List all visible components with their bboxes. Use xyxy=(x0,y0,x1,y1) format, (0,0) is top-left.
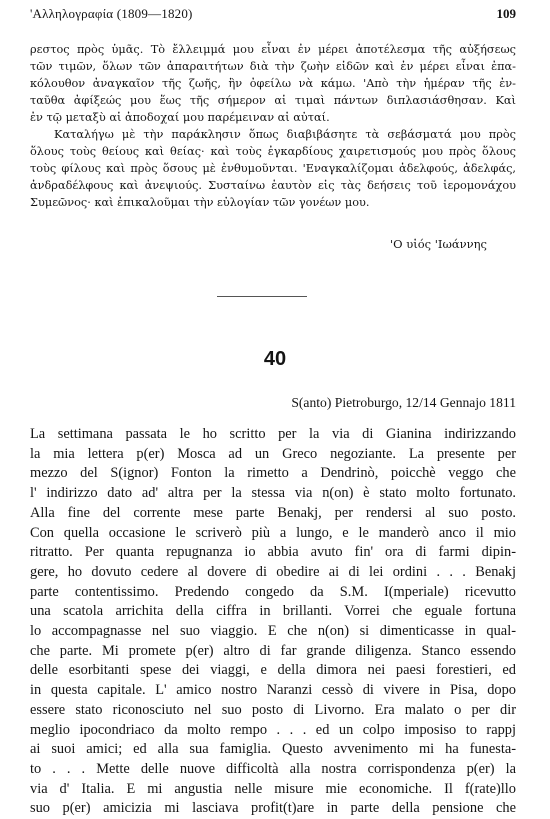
text-line: Alla fine del corrente mese parte Benakj, per rendersi al suo posto. xyxy=(30,504,516,521)
letter-number: 40 xyxy=(263,348,287,370)
text-line: ρεστος πρὸς ὑμᾶς. Τὸ ἔλλειμμά μου εἶναι ἐν μέρει ἀποτέλεσμα τῆς αὐξήσεως xyxy=(30,43,516,56)
text-line: to . . . Mette delle nuove difficoltà alla nostra corrispondenza p(er) la xyxy=(30,760,516,777)
text-line: l' indirizzo dato ad' altra per la stessa via n(on) è stato molto fortunato. xyxy=(30,485,516,502)
text-line: mezzo del S(ignor) Fonton la rimetto a Dendrinò, poicchè veggo che xyxy=(30,465,516,482)
text-line: una scatola arrichita della ciffra in brillanti. Vorrei che eguale fortuna xyxy=(30,603,516,620)
signature: 'Ο υἱός 'Ιωάννης xyxy=(390,237,487,251)
text-line: ἐν τῷ μεταξὺ αἱ ἀποδοχαί μου παρέμειναν αἱ αὐταί. xyxy=(30,111,330,124)
text-line: parte contentissimo. Predendo congedo da S.M. I(mperiale) ricevutto xyxy=(30,583,516,600)
text-line: Con quella occasione le scriverò più a lungo, e le manderò anco il mio xyxy=(30,524,516,541)
text-line: τοὺς φίλους καὶ πρὸς ὅσους μὲ ἐνθυμοῦνται. 'Εναγκαλίζομαι ἀδελφούς, ἀδελφάς, xyxy=(30,162,516,175)
text-line: La settimana passata le ho scritto per la via di Gianina indirizzando xyxy=(30,426,516,442)
running-title: 'Αλληλογραφία (1809—1820) xyxy=(30,6,193,21)
text-line: ἀνδραδέλφους καὶ ἀνεψιούς. Συσταίνω ἑαυτὸν εἰς τὰς δεήσεις τοῦ ἱερομονάχου xyxy=(30,179,516,192)
text-line: Καταλήγω μὲ τὴν παράκλησιν ὅπως διαβιβάσητε τὰ σεβάσματά μου πρὸς xyxy=(54,128,516,141)
text-line: κόλουθον ἀναγκαῖον τῆς ζωῆς, ἣν ὀφείλω νὰ κάμω. 'Απὸ τὴν ἡμέραν τῆς ἐν- xyxy=(30,77,516,90)
text-line: meglio ipocondriaco da molto rempo . . . ed un colpo imposiso to rappj xyxy=(30,721,516,738)
text-line: essere stato riconosciuto nel suo posto di Livorno. Era malato o per dir xyxy=(30,701,516,718)
text-line: che parte. Mi promete p(er) altro di far grande diligenza. Stanco essendo xyxy=(30,642,516,659)
text-line: in questa capitale. L' amico nostro Naranzi cessò di vivere in Pisa, dopo xyxy=(30,682,516,699)
text-line: ritratto. Per quanta repugnanza io abbia avuto fin' ora di farmi dipin- xyxy=(30,544,516,561)
section-divider xyxy=(217,296,307,297)
letter-dateline: S(anto) Pietroburgo, 12/14 Gennajo 1811 xyxy=(291,395,516,410)
text-line: lo accompagnasse nel suo viaggio. E che n(on) si dimenticasse in qual- xyxy=(30,623,516,640)
italian-letter-body xyxy=(30,425,516,819)
greek-letter-ending xyxy=(30,41,516,211)
text-line: la mia lettera p(er) Mosca ad un Greco negoziante. La presente per xyxy=(30,445,516,462)
text-line: ταῦθα ἀφίξεώς μου ἕως τῆς σήμερον αἱ τιμαὶ πάντων διπλασιάσθησαν. Καὶ xyxy=(30,94,516,107)
text-line: ai suoi amici; ed alla sua famiglia. Questo avvenimento mi ha funesta- xyxy=(30,741,516,758)
text-line: ὅλους τοὺς θείους καὶ θείας· καὶ τοὺς ἐγκαρδίους χαιρετισμούς μου πρὸς ὅλους xyxy=(30,145,516,158)
text-line: suo p(er) amicizia mi lasciava profit(t)are in parte della pensione che xyxy=(30,800,516,817)
page-number: 109 xyxy=(496,6,516,21)
running-header xyxy=(30,6,516,24)
text-line: delle esorbitanti spese dei viaggi, e della dimora nei paesi forestieri, ed xyxy=(30,662,516,679)
text-line: τῶν τιμῶν, ὅλων τῶν ἀπαραιτήτων διὰ τὴν ζωὴν εἰδῶν καὶ ἐν μέρει εἶναι ἐπα- xyxy=(30,60,516,73)
text-line: gere, ho dovuto cedere al dovere di obedire ai di lei ordini . . . Benakj xyxy=(30,563,516,580)
text-line: via d' Italia. E mi angustia nelle misure mie economiche. Il f(rate)llo xyxy=(30,780,516,797)
text-line: Συμεῶνος· καὶ ἐπικαλοῦμαι τὴν εὐλογίαν τῶν γονέων μου. xyxy=(30,196,370,209)
